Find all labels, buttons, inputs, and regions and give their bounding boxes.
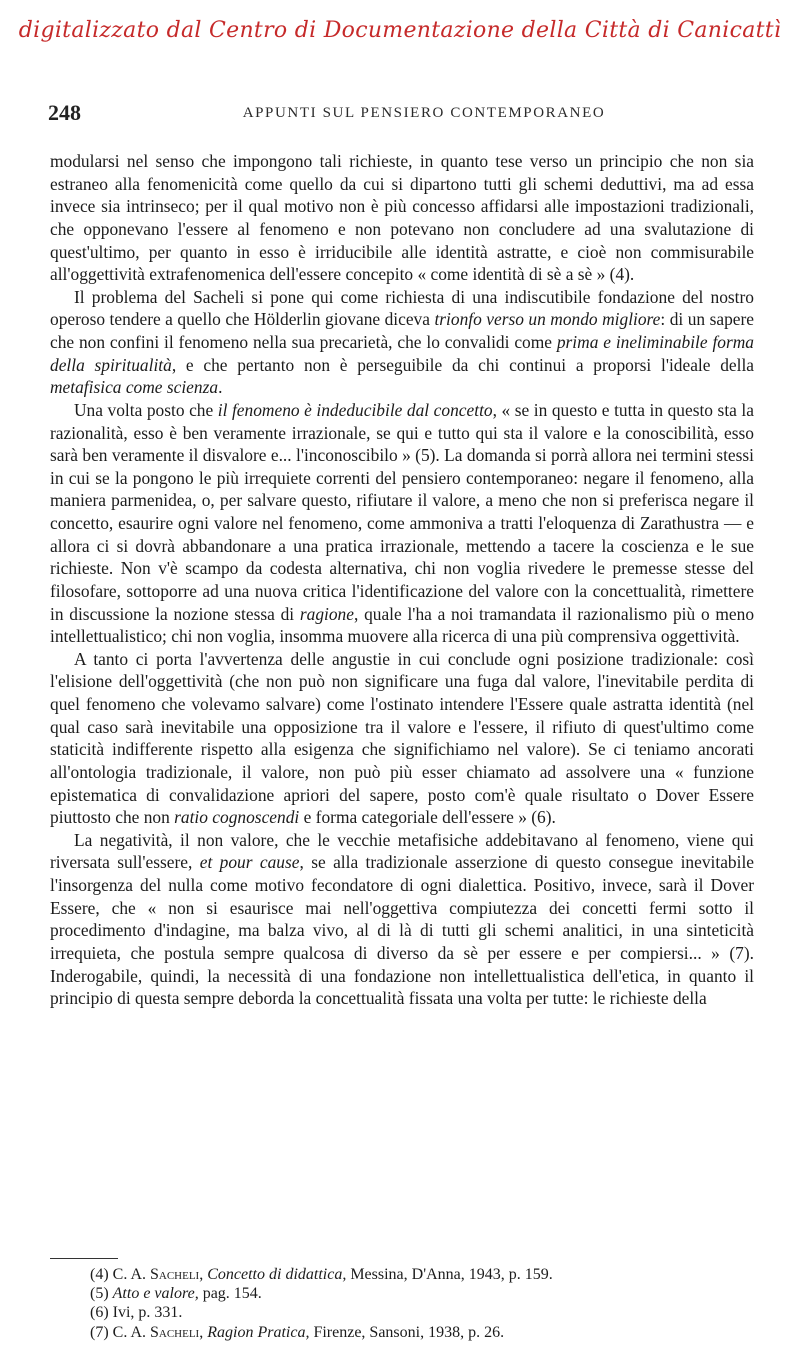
- text-run: e forma categoriale dell'essere » (6).: [299, 807, 556, 828]
- footnote: [90, 1284, 750, 1303]
- footnote-text: Ivi, p. 331.: [112, 1304, 183, 1322]
- footnote-text: Messina, D'Anna, 1943, p. 159.: [346, 1266, 553, 1283]
- digitization-watermark: digitalizzato dal Centro di Documentazione della Città di Canicattì: [18, 18, 782, 43]
- running-header: [48, 100, 760, 130]
- footnote-separator: [50, 1258, 118, 1259]
- footnotes: [90, 1265, 750, 1342]
- text-run: , se alla tradizionale asserzione di questo consegue inevitabile l'insorgenza del nulla come motivo fecondatore di ogni dialettica. Positivo, invece, sarà il Dover Essere, che « non si esaurisce mai nell'oggettiva compiutezza dei concetti fermi sotto il procedimento d'indagine, ma balza vivo, al di là di tutti gli schemi analitici, in una sinteticità irrequieta, che postula sempre qualcosa di diverso da sè per essere e per compiersi... » (7). Inderogabile, quindi, la necessità di una fondazione non intellettualistica dell'etica, in quanto il principio di questa sempre deborda la concettualità fissata una volta per tutte: le richieste della: [50, 852, 754, 1009]
- running-title: APPUNTI SUL PENSIERO CONTEMPORANEO: [242, 105, 606, 121]
- footnote-text: Firenze, Sansoni, 1938, p. 26.: [309, 1323, 505, 1341]
- page-number: 248: [48, 100, 81, 125]
- footnote: [90, 1323, 750, 1342]
- italic-text: il fenomeno è indeducibile dal concetto: [217, 399, 493, 420]
- footnote: [90, 1265, 750, 1284]
- text-run: : di un sapere che non confini il fenomeno nella sua precarietà, che lo convalidi come: [50, 309, 754, 352]
- footnote-title: Ragion Pratica,: [207, 1323, 310, 1341]
- paragraph: [50, 648, 754, 829]
- text-run: Una volta posto che: [74, 399, 218, 420]
- footnote-author: C. A. Sacheli,: [112, 1266, 204, 1283]
- footnote: [90, 1303, 750, 1322]
- paragraph: [50, 829, 754, 1010]
- text-run: modularsi nel senso che impongono tali richieste, in quanto tese verso un principio che non sia estraneo alla fenomenicità come quello da cui si dipartono tutti gli schemi deduttivi, ma ad essa invece sia intrinseco; per il qual motivo non è più concesso affidarsi alle impostazioni tradizionali, che opponevano l'essere al fenomeno e non potevano non concludere ad una svalutazione di quest'ultimo, per quanto in esso è irriducibile alle identità astratte, e cioè non commisurabile all'oggettività extrafenomenica dell'essere concepito « come identità di sè a sè » (4).: [50, 151, 754, 285]
- footnote-number: (6): [90, 1304, 109, 1322]
- text-run: .: [218, 377, 223, 398]
- paragraph: [50, 399, 754, 648]
- text-run: , e che pertanto non è perseguibile da chi continui a proporsi l'ideale della: [171, 354, 754, 375]
- paragraph: [50, 286, 754, 399]
- footnote-title: Concetto di didattica,: [207, 1266, 347, 1283]
- italic-text: trionfo verso un mondo migliore: [434, 309, 661, 330]
- paragraph: [50, 150, 754, 286]
- footnote-number: (5): [90, 1285, 109, 1303]
- footnote-number: (4): [90, 1266, 109, 1283]
- italic-text: prima e ineliminabile forma della spiritualità: [50, 332, 754, 375]
- footnote-author: C. A. Sacheli,: [112, 1323, 204, 1341]
- italic-text: metafisica come scienza: [50, 377, 219, 398]
- footnote-number: (7): [90, 1323, 109, 1341]
- italic-text: et pour cause: [199, 852, 300, 873]
- italic-text: ratio cognoscendi: [174, 807, 300, 828]
- italic-text: ragione: [299, 603, 354, 624]
- text-run: , quale l'ha a noi tramandata il razionalismo più o meno intellettualistico; chi non voglia, insomma muovere alla ricerca di una più comprensiva oggettività.: [50, 603, 755, 647]
- body-text: [50, 150, 754, 1010]
- footnote-title: Atto e valore,: [112, 1285, 199, 1303]
- text-run: A tanto ci porta l'avvertenza delle angustie in cui conclude ogni posizione tradizionale: così l'elisione dell'oggettività (che non può non significare una fuga dal valore, l'inevitabile perdita di quel fenomeno che volevamo salvare) come l'ostinato intendere l'Essere quale astratta identità (nel qual caso sarà inevitabile una opposizione tra il valore e l'essere, il rifiuto di quest'ultimo come staticità indifferente rispetto alla esigenza che significhiamo nel valore). Se ci teniamo ancorati all'ontologia tradizionale, il valore, non può più esser chiamato ad assolvere una « funzione epistematica di convalidazione apriori del sapere, posto com'è quale risultato o Dover Essere piuttosto che non: [50, 648, 754, 828]
- text-run: La negatività, il non valore, che le vecchie metafisiche addebitavano al fenomeno, viene qui riversata sull'essere,: [50, 829, 754, 873]
- text-run: , « se in questo e tutta in questo sta la razionalità, esso è ben veramente irrazionale, se qui e tutto qui sta il valore e la conoscibilità, esso sarà ben veramente il disvalore e... l'inconoscibilo » (5). La domanda si porrà allora nei termini stessi in cui se la pongono le più irrequiete correnti del pensiero contemporaneo: negare il fenomeno, alla maniera parmenidea, o, per salvare questo, rifiutare il valore, a meno che non si preferisca negare il concetto, esaurire ogni valore nel fenomeno, come ammoniva a tratti l'eloquenza di Zarathustra — e allora ci si dovrà abbandonare a una pratica irrazionale, mettendo a tacere la coscienza e le sue richieste. Non v'è scampo da codesta alternativa, chi non voglia rivedere le premesse stesse del filosofare, sottoporre ad una nuova critica l'identificazione del valore con la concettualità, rimettere in discussione la nozione stessa di: [50, 399, 754, 624]
- text-run: Il problema del Sacheli si pone qui come richiesta di una indiscutibile fondazione del nostro operoso tendere a quello che Hölderlin giovane diceva: [50, 286, 754, 330]
- footnote-text: pag. 154.: [198, 1285, 262, 1303]
